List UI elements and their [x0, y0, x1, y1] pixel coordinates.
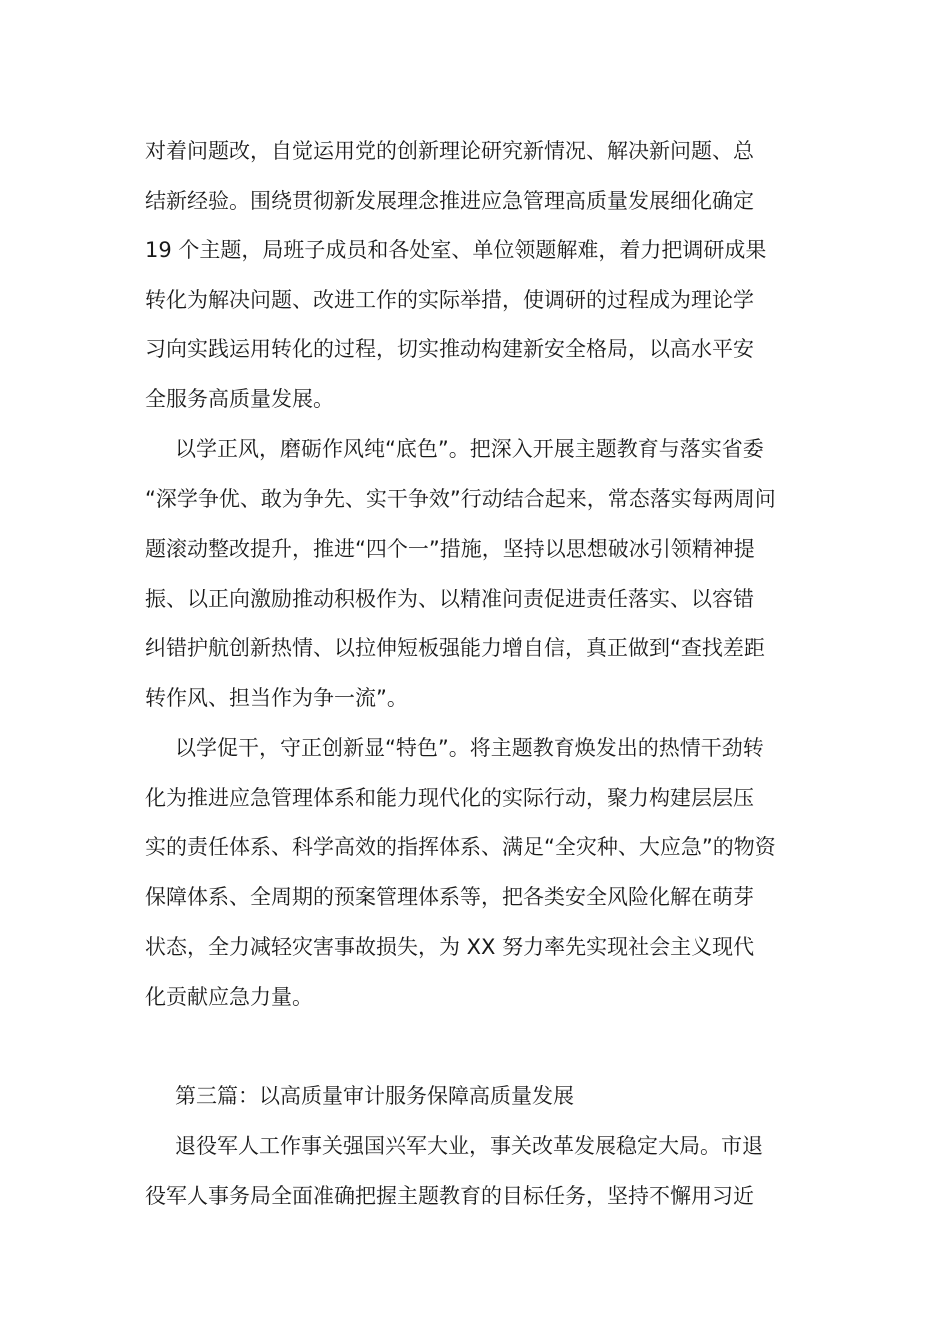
paragraph-line: 纠错护航创新热情、以拉伸短板强能力增自信，真正做到“查找差距 [145, 636, 765, 660]
paragraph-line: 振、以正向激励推动积极作为、以精准问责促进责任落实、以容错 [145, 587, 754, 611]
paragraph-line: 退役军人工作事关强国兴军大业，事关改革发展稳定大局。市退 [175, 1134, 763, 1158]
paragraph-line: 役军人事务局全面准确把握主题教育的目标任务，坚持不懈用习近 [145, 1184, 754, 1208]
paragraph-line: 题滚动整改提升，推进“四个一”措施，坚持以思想破冰引领精神提 [145, 537, 755, 561]
paragraph-line: 化为推进应急管理体系和能力现代化的实际行动，聚力构建层层压 [145, 786, 754, 810]
section-heading: 第三篇：以高质量审计服务保障高质量发展 [175, 1084, 574, 1108]
paragraph-line: 化贡献应急力量。 [145, 985, 313, 1009]
paragraph-line: 19 个主题，局班子成员和各处室、单位领题解难，着力把调研成果 [145, 238, 767, 262]
paragraph-line: “深学争优、敢为争先、实干争效”行动结合起来，常态落实每两周问 [145, 487, 776, 511]
paragraph-line: 保障体系、全周期的预案管理体系等，把各类安全风险化解在萌芽 [145, 885, 754, 909]
paragraph-line: 实的责任体系、科学高效的指挥体系、满足“全灾种、大应急”的物资 [145, 835, 776, 859]
paragraph-line: 转作风、担当作为争一流”。 [145, 686, 408, 710]
paragraph-line: 结新经验。围绕贯彻新发展理念推进应急管理高质量发展细化确定 [145, 189, 754, 213]
paragraph-line: 全服务高质量发展。 [145, 387, 334, 411]
paragraph-line: 习向实践运用转化的过程，切实推动构建新安全格局，以高水平安 [145, 337, 754, 361]
paragraph-line: 以学促干，守正创新显“特色”。将主题教育焕发出的热情干劲转 [175, 736, 764, 760]
paragraph-line: 转化为解决问题、改进工作的实际举措，使调研的过程成为理论学 [145, 288, 754, 312]
paragraph-line: 对着问题改，自觉运用党的创新理论研究新情况、解决新问题、总 [145, 139, 754, 163]
paragraph-line: 以学正风，磨砺作风纯“底色”。把深入开展主题教育与落实省委 [175, 437, 764, 461]
paragraph-line: 状态，全力减轻灾害事故损失，为 XX 努力率先实现社会主义现代 [145, 935, 755, 959]
